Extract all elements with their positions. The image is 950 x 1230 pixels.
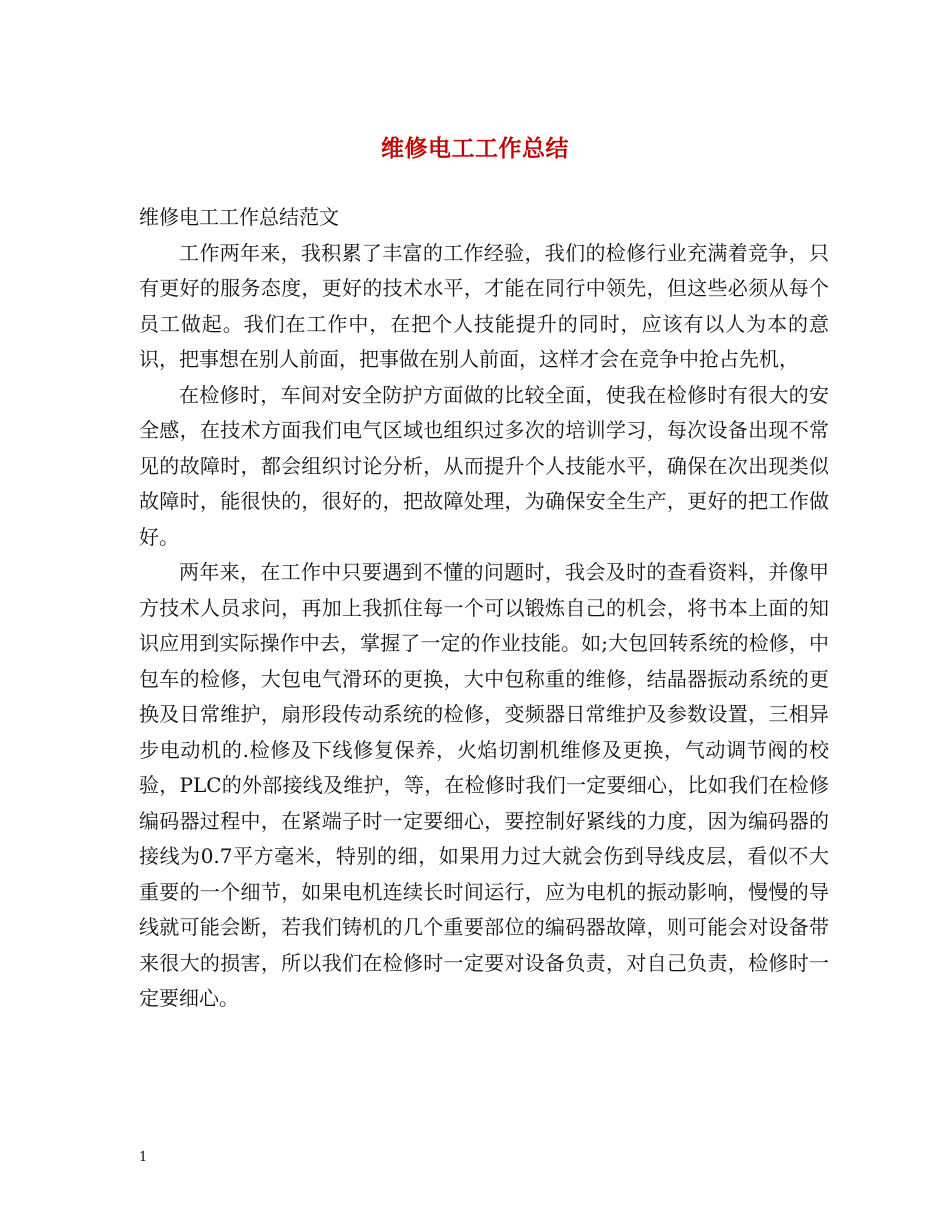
document-subtitle: 维修电工工作总结范文 xyxy=(139,205,339,229)
document-title: 维修电工工作总结 xyxy=(381,135,569,162)
document-body xyxy=(139,200,829,1017)
paragraph-2: 在检修时，车间对安全防护方面做的比较全面，使我在检修时有很大的安全感，在技术方面我们电气区域也组织过多次的培训学习，每次设备出现不常见的故障时，都会组织讨论分析，从而提升个人技能水平，确保在次出现类似故障时，能很快的，很好的，把故障处理，为确保安全生产，更好的把工作做好。 xyxy=(139,382,829,549)
paragraph-1: 工作两年来，我积累了丰富的工作经验，我们的检修行业充满着竞争，只有更好的服务态度，更好的技术水平，才能在同行中领先，但这些必须从每个员工做起。我们在工作中，在把个人技能提升的同时，应该有以人为本的意识，把事想在别人前面，把事做在别人前面，这样才会在竞争中抢占先机， xyxy=(139,240,829,371)
page-number: 1 xyxy=(139,1150,148,1165)
paragraph-3: 两年来，在工作中只要遇到不懂的问题时，我会及时的查看资料，并像甲方技术人员求问，再加上我抓住每一个可以锻炼自己的机会，将书本上面的知识应用到实际操作中去，掌握了一定的作业技能。如;大包回转系统的检修，中包车的检修，大包电气滑环的更换，大中包称重的维修，结晶器振动系统的更换及日常维护，扇形段传动系统的检修，变频器日常维护及参数设置，三相异步电动机的.检修及下线修复保养，火焰切割机维修及更换，气动调节阀的校验，PLC的外部接线及维护，等，在检修时我们一定要细心，比如我们在检修编码器过程中，在紧端子时一定要细心，要控制好紧线的力度，因为编码器的接线为0.7平方毫米，特别的细，如果用力过大就会伤到导线皮层，看似不大重要的一个细节，如果电机连续长时间运行，应为电机的振动影响，慢慢的导线就可能会断，若我们铸机的几个重要部位的编码器故障，则可能会对设备带来很大的损害，所以我们在检修时一定要对设备负责，对自己负责，检修时一定要细心。 xyxy=(139,560,829,1010)
